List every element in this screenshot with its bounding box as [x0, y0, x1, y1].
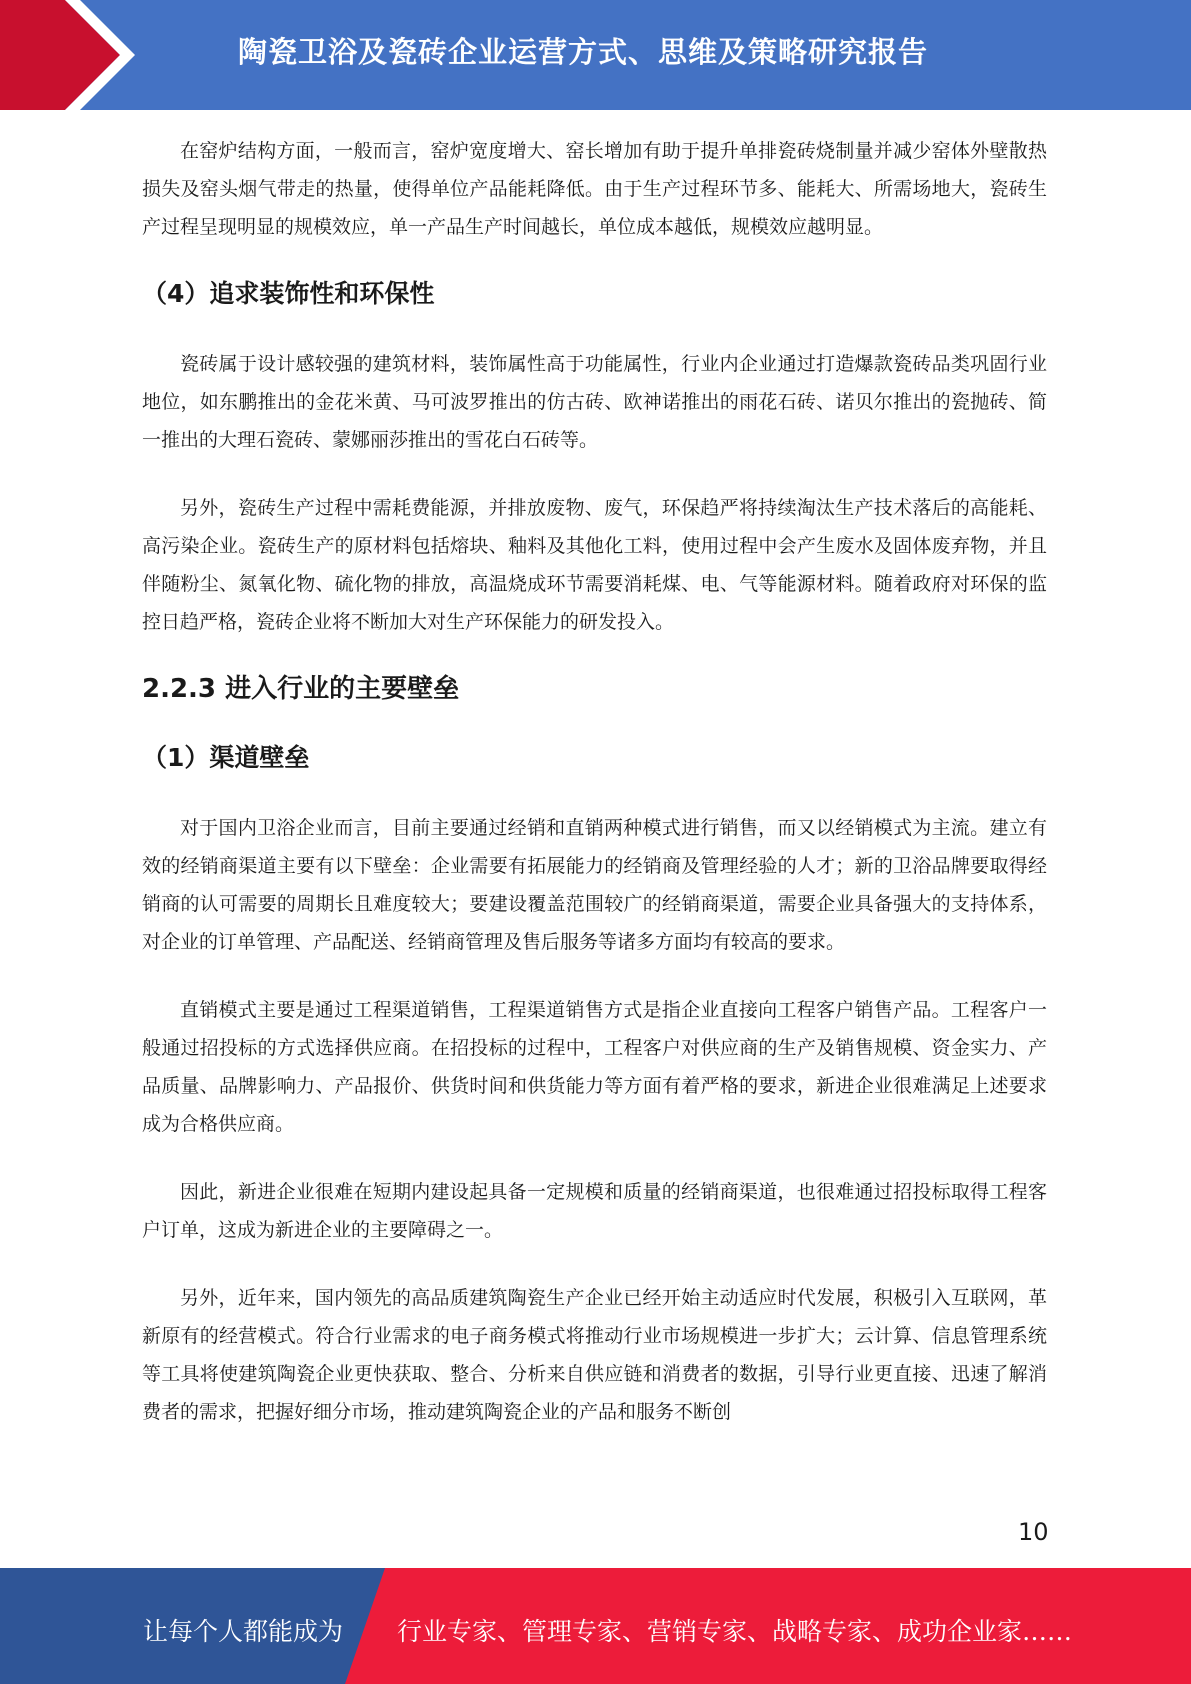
page-footer	[0, 1568, 1191, 1684]
footer-slogan-left: 让每个人都能成为	[143, 1617, 344, 1646]
page-header	[0, 0, 1191, 110]
section-heading-entry-barriers: 2.2.3 进入行业的主要壁垒	[142, 674, 460, 704]
paragraph-decorative-attributes: 瓷砖属于设计感较强的建筑材料，装饰属性高于功能属性，行业内企业通过打造爆款瓷砖品类巩固行业地位，如东鹏推出的金花米黄、马可波罗推出的仿古砖、欧神诺推出的雨花石砖、诺贝尔推出的瓷抛砖、简一推出的大理石瓷砖、蒙娜丽莎推出的雪花白石砖等。	[142, 353, 1047, 451]
footer-slogan-right: 行业专家、管理专家、营销专家、战略专家、成功企业家……	[397, 1617, 1073, 1646]
paragraph-internet: 另外，近年来，国内领先的高品质建筑陶瓷生产企业已经开始主动适应时代发展，积极引入互联网，革新原有的经营模式。符合行业需求的电子商务模式将推动行业市场规模进一步扩大；云计算、信息管理系统等工具将使建筑陶瓷企业更快获取、整合、分析来自供应链和消费者的数据，引导行业更直接、迅速了解消费者的需求，把握好细分市场，推动建筑陶瓷企业的产品和服务不断创	[142, 1287, 1047, 1423]
page-content	[142, 132, 1047, 1461]
report-title: 陶瓷卫浴及瓷砖企业运营方式、思维及策略研究报告	[238, 35, 929, 69]
heading-channel-barriers: （1）渠道壁垒	[142, 743, 310, 772]
page-number: 10	[1018, 1518, 1049, 1546]
paragraph-kiln-structure: 在窑炉结构方面，一般而言，窑炉宽度增大、窑长增加有助于提升单排瓷砖烧制量并减少窑体外壁散热损失及窑头烟气带走的热量，使得单位产品能耗降低。由于生产过程环节多、能耗大、所需场地大，瓷砖生产过程呈现明显的规模效应，单一产品生产时间越长，单位成本越低，规模效应越明显。	[142, 140, 1047, 238]
heading-decorative-eco: （4）追求装饰性和环保性	[142, 279, 435, 308]
paragraph-conclusion: 因此，新进企业很难在短期内建设起具备一定规模和质量的经销商渠道，也很难通过招投标取得工程客户订单，这成为新进企业的主要障碍之一。	[142, 1181, 1047, 1241]
header-arrow-decoration	[0, 0, 150, 110]
paragraph-direct-sales: 直销模式主要是通过工程渠道销售，工程渠道销售方式是指企业直接向工程客户销售产品。工程客户一般通过招投标的方式选择供应商。在招投标的过程中，工程客户对供应商的生产及销售规模、资金实力、产品质量、品牌影响力、产品报价、供货时间和供货能力等方面有着严格的要求，新进企业很难满足上述要求成为合格供应商。	[142, 999, 1047, 1135]
paragraph-distribution: 对于国内卫浴企业而言，目前主要通过经销和直销两种模式进行销售，而又以经销模式为主流。建立有效的经销商渠道主要有以下壁垒：企业需要有拓展能力的经销商及管理经验的人才；新的卫浴品牌要取得经销商的认可需要的周期长且难度较大；要建设覆盖范围较广的经销商渠道，需要企业具备强大的支持体系，对企业的订单管理、产品配送、经销商管理及售后服务等诸多方面均有较高的要求。	[142, 817, 1047, 953]
paragraph-environmental: 另外，瓷砖生产过程中需耗费能源，并排放废物、废气，环保趋严将持续淘汰生产技术落后的高能耗、高污染企业。瓷砖生产的原材料包括熔块、釉料及其他化工料，使用过程中会产生废水及固体废弃物，并且伴随粉尘、氮氧化物、硫化物的排放，高温烧成环节需要消耗煤、电、气等能源材料。随着政府对环保的监控日趋严格，瓷砖企业将不断加大对生产环保能力的研发投入。	[142, 497, 1047, 633]
